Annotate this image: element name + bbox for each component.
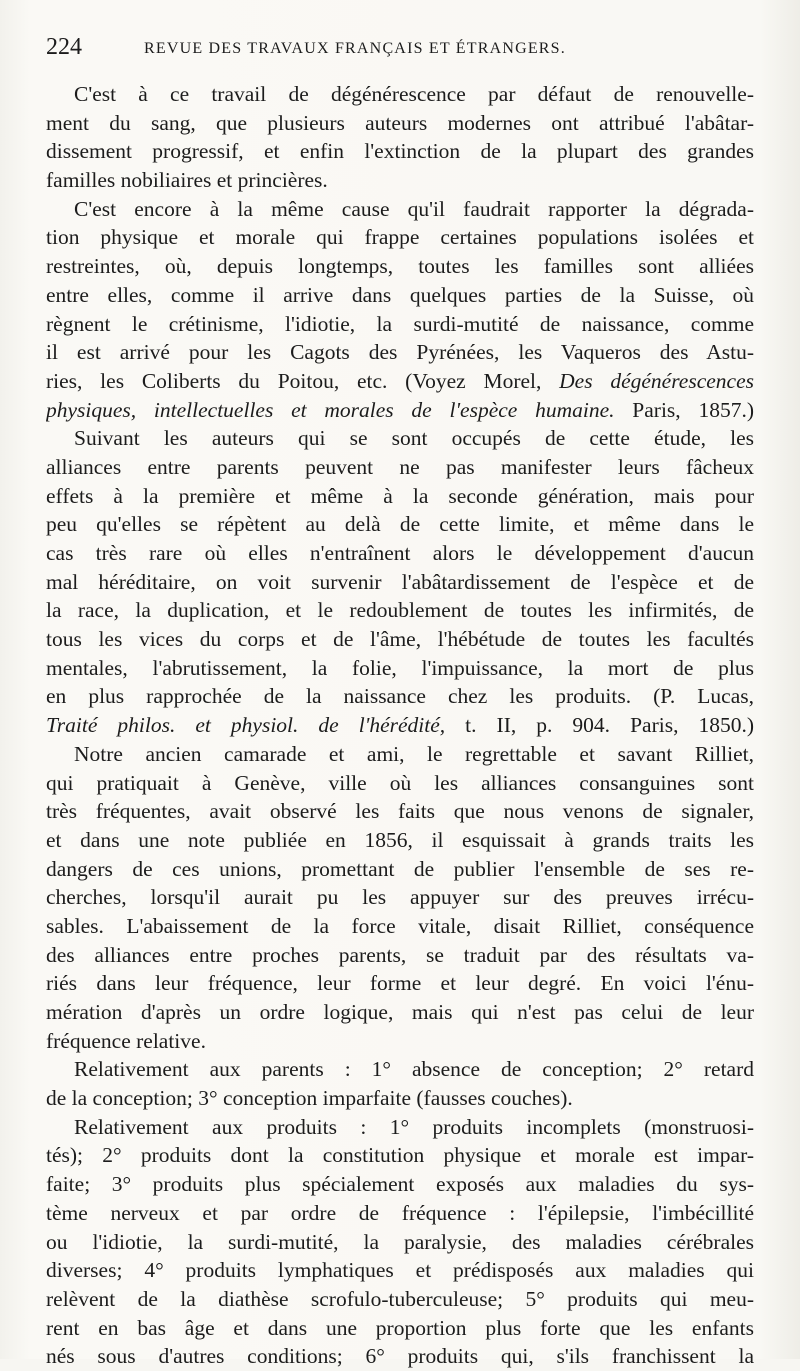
text-line <box>46 80 754 109</box>
text-span: familles nobiliaires et princières. <box>46 168 328 193</box>
text-span: riés dans leur fréquence, leur forme et leur degré. En voici l'énu- <box>46 971 754 996</box>
text-span: faite; 3° produits plus spécialement exposés aux maladies du sys- <box>46 1172 754 1197</box>
text-line <box>46 1055 754 1084</box>
text-line <box>46 682 754 711</box>
text-span: dangers de ces unions, promettant de publier l'ensemble de ses re- <box>46 856 754 881</box>
text-span: sables. L'abaissement de la force vitale, disait Rilliet, conséquence <box>46 913 754 938</box>
text-span: fréquence relative. <box>46 1028 206 1053</box>
text-line <box>46 568 754 597</box>
text-span: tés); 2° produits dont la constitution physique et morale est impar- <box>46 1143 754 1168</box>
italic-text: Traité philos. et physiol. de l'hérédité, <box>46 713 446 738</box>
text-line <box>46 367 754 396</box>
text-line <box>46 1228 754 1257</box>
text-line <box>46 654 754 683</box>
text-span: alliances entre parents peuvent ne pas manifester leurs fâcheux <box>46 454 754 479</box>
text-line <box>46 941 754 970</box>
text-span: restreintes, où, depuis longtemps, toutes les familles sont alliées <box>46 254 754 279</box>
text-span: ries, les Coliberts du Poitou, etc. (Voyez Morel, <box>46 368 560 393</box>
text-line <box>46 223 754 252</box>
text-span: peu qu'elles se répètent au delà de cette limite, et même dans le <box>46 512 754 537</box>
text-line <box>46 109 754 138</box>
text-span: Paris, 1857.) <box>614 397 754 422</box>
text-line <box>46 1342 754 1371</box>
text-span: qui pratiquait à Genève, ville où les alliances consanguines sont <box>46 770 754 795</box>
text-line <box>46 482 754 511</box>
text-span: effets à la première et même à la seconde génération, mais pour <box>46 483 754 508</box>
text-span: et dans une note publiée en 1856, il esquissait à grands traits les <box>46 827 754 852</box>
text-span: relèvent de la diathèse scrofulo-tuberculeuse; 5° produits qui meu- <box>46 1286 754 1311</box>
text-span: ou l'idiotie, la surdi-mutité, la paralysie, des maladies cérébrales <box>46 1229 754 1254</box>
text-span: Relativement aux produits : 1° produits incomplets (monstruosi- <box>74 1114 754 1139</box>
text-span: tous les vices du corps et de l'âme, l'hébétude de toutes les facultés <box>46 627 754 652</box>
text-line <box>46 912 754 941</box>
text-line <box>46 281 754 310</box>
text-span: ment du sang, que plusieurs auteurs modernes ont attribué l'abâtar- <box>46 110 754 135</box>
text-span: cherches, lorsqu'il aurait pu les appuyer sur des preuves irrécu- <box>46 885 754 910</box>
text-line <box>46 1141 754 1170</box>
text-line <box>46 1285 754 1314</box>
text-line <box>46 424 754 453</box>
text-line <box>46 855 754 884</box>
text-span: C'est encore à la même cause qu'il faudrait rapporter la dégrada- <box>74 196 754 221</box>
text-line <box>46 310 754 339</box>
text-line <box>46 1027 754 1056</box>
text-line <box>46 137 754 166</box>
text-line <box>46 740 754 769</box>
text-span: mal héréditaire, on voit survenir l'abâtardissement de l'espèce et de <box>46 569 754 594</box>
text-span: cas très rare où elles n'entraînent alors le développement d'aucun <box>46 541 754 565</box>
text-line <box>46 1256 754 1285</box>
text-line <box>46 625 754 654</box>
text-line <box>46 1084 754 1113</box>
text-line <box>46 969 754 998</box>
text-span: diverses; 4° produits lymphatiques et prédisposés aux maladies qui <box>46 1258 754 1283</box>
text-line <box>46 396 754 425</box>
text-line <box>46 711 754 740</box>
text-line <box>46 453 754 482</box>
text-span: Suivant les auteurs qui se sont occupés de cette étude, les <box>74 426 754 451</box>
text-line <box>46 998 754 1027</box>
text-span: t. II, p. 904. Paris, 1850.) <box>445 713 754 738</box>
text-span: règnent le crétinisme, l'idiotie, la surdi-mutité de naissance, comme <box>46 311 754 336</box>
text-span: des alliances entre proches parents, se traduit par des résultats va- <box>46 942 754 967</box>
text-span: mération d'après un ordre logique, mais qui n'est pas celui de leur <box>46 1000 754 1024</box>
text-span: Relativement aux parents : 1° absence de conception; 2° retard <box>74 1057 754 1082</box>
text-span: rent en bas âge et dans une proportion plus forte que les enfants <box>46 1315 754 1340</box>
text-line <box>46 539 754 568</box>
text-span: entre elles, comme il arrive dans quelques parties de la Suisse, où <box>46 282 754 307</box>
text-line <box>46 195 754 224</box>
text-line <box>46 769 754 798</box>
text-span: il est arrivé pour les Cagots des Pyrénées, les Vaqueros des Astu- <box>46 340 754 365</box>
text-line <box>46 596 754 625</box>
text-line <box>46 166 754 195</box>
text-line <box>46 797 754 826</box>
body-text <box>46 80 754 1371</box>
text-span: mentales, l'abrutissement, la folie, l'impuissance, la mort de plus <box>46 655 754 680</box>
text-line <box>46 1113 754 1142</box>
text-line <box>46 510 754 539</box>
text-line <box>46 252 754 281</box>
text-span: très fréquentes, avait observé les faits que nous venons de signaler, <box>46 799 754 824</box>
text-line <box>46 883 754 912</box>
text-span: dissement progressif, et enfin l'extinction de la plupart des grandes <box>46 139 754 164</box>
page-number: 224 <box>46 34 82 60</box>
text-line <box>46 1170 754 1199</box>
text-line <box>46 338 754 367</box>
text-line <box>46 1199 754 1228</box>
italic-text: Des dégénérescences <box>559 368 754 393</box>
text-span: Notre ancien camarade et ami, le regrettable et savant Rilliet, <box>74 741 754 766</box>
page-header <box>46 34 756 68</box>
text-line <box>46 826 754 855</box>
text-span: la race, la duplication, et le redoublement de toutes les infirmités, de <box>46 598 754 623</box>
text-span: tème nerveux et par ordre de fréquence : l'épilepsie, l'imbécillité <box>46 1200 754 1225</box>
text-span: C'est à ce travail de dégénérescence par défaut de renouvelle- <box>74 82 754 106</box>
text-span: en plus rapprochée de la naissance chez les produits. (P. Lucas, <box>46 684 754 709</box>
text-span: tion physique et morale qui frappe certaines populations isolées et <box>46 225 754 250</box>
text-span: de la conception; 3° conception imparfaite (fausses couches). <box>46 1086 573 1111</box>
running-head: REVUE DES TRAVAUX FRANÇAIS ET ÉTRANGERS. <box>144 40 566 57</box>
italic-text: physiques, intellectuelles et morales de l'espèce humaine. <box>46 397 615 422</box>
text-line <box>46 1314 754 1343</box>
text-span: nés sous d'autres conditions; 6° produits qui, s'ils franchissent la <box>46 1344 754 1369</box>
